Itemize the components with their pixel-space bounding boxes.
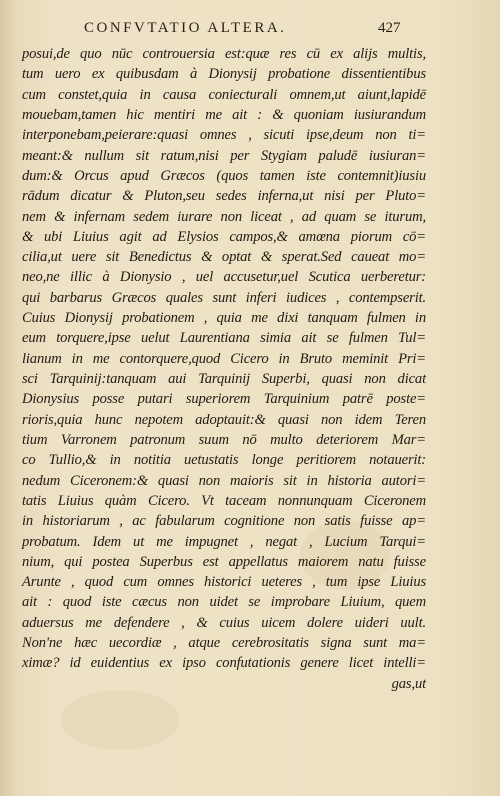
text-line: rādum dicatur & Pluton,seu sedes inferna,ut nisi per Pluto= <box>22 188 426 205</box>
text-line: sci Tarquinij:tanquam aui Tarquinij Superbi, quasi non dicat <box>22 371 426 387</box>
page-number: 427 <box>378 20 401 36</box>
text-line: Non'ne hæc uecordiæ , atque cerebrositatis signa sunt ma= <box>22 635 426 652</box>
text-line: cum constet,quia in causa coniecturali omnem,ut aiunt,lapidē <box>22 86 426 103</box>
text-line: & ubi Liuius agit ad Elysios campos,& amœna piorum cō= <box>22 228 426 245</box>
text-line: nium, qui postea Superbus est appellatus maiorem natu fuisse <box>22 553 426 570</box>
text-line: nedum Ciceronem:& quasi non maioris sit in historia autori= <box>22 472 426 489</box>
text-line: mouebam,tamen hic mentiri me ait : & quoniam iusiurandum <box>22 106 426 123</box>
text-line: in historiarum , ac fabularum cognitione non satis fuisse ap= <box>22 513 426 530</box>
text-line: tium Varronem patronum suum nō multo deteriorem Mar= <box>22 431 426 448</box>
text-line: probatum. Idem ut me impugnet , negat , Lucium Tarqui= <box>22 533 426 550</box>
paper-stain <box>60 690 180 750</box>
text-line: co Tullio,& in notitia uetustatis longe peritiorem notauerit: <box>22 452 426 469</box>
text-line: gas,ut <box>391 675 426 692</box>
text-line: posui,de quo nūc controuersia est:quæ res cū ex alijs multis, <box>22 46 426 62</box>
text-line: aduersus me defendere , & cuius uicem dolere uideri uult. <box>22 614 426 631</box>
text-line: Dionysius posse putari superiorem Tarquinium patrē poste= <box>22 391 426 408</box>
text-line: cilia,ut uere sit Benedictus & optat & sperat.Sed caueat mo= <box>22 249 426 266</box>
text-line: Arunte , quod cum omnes historici ueteres , tum ipse Liuius <box>22 574 426 591</box>
text-line: tatis Liuius quàm Cicero. Vt taceam nonnunquam Ciceronem <box>22 492 426 509</box>
text-line: interponebam,peierare:quasi omnes , sicuti ipse,deum non ti= <box>22 127 426 144</box>
running-title: CONFVTATIO ALTERA. <box>84 20 287 36</box>
text-line: tum uero ex quibusdam à Dionysij probatione dissentientibus <box>22 66 426 83</box>
text-line: neo,ne illic à Dionysio , uel accusetur,uel Scutica uerberetur: <box>22 269 426 286</box>
text-line: nem & infernam sedem iurare non liceat , ad quam se iturum, <box>22 208 426 225</box>
body-text <box>22 44 426 694</box>
text-line: Cuius Dionysij probationem , quia me dixi tanquam fulmen in <box>22 310 426 327</box>
text-line: rioris,quia hunc nepotem adoptauit:& quasi non idem Teren <box>22 411 426 428</box>
text-line: eum torquere,ipse uelut Laurentiana simia ait se fulmen Tul= <box>22 330 426 347</box>
text-line: ximæ? id euidentius ex ipso confutationis genere licet intelli= <box>22 655 426 672</box>
text-line: ait : quod iste cæcus non uidet se improbare Liuium, quem <box>22 594 426 611</box>
text-line: meant:& nullum sit ratum,nisi per Stygiam paludē iusiuran= <box>22 147 426 164</box>
text-line: lianum in me contorquere,quod Cicero in Bruto meminit Pri= <box>22 350 426 367</box>
text-line: dum:& Orcus apud Græcos (quos tamen iste contemnit)iusiu <box>22 167 426 184</box>
text-line: qui barbarus Græcos quales sunt inferi iudices , contempserit. <box>22 289 426 306</box>
